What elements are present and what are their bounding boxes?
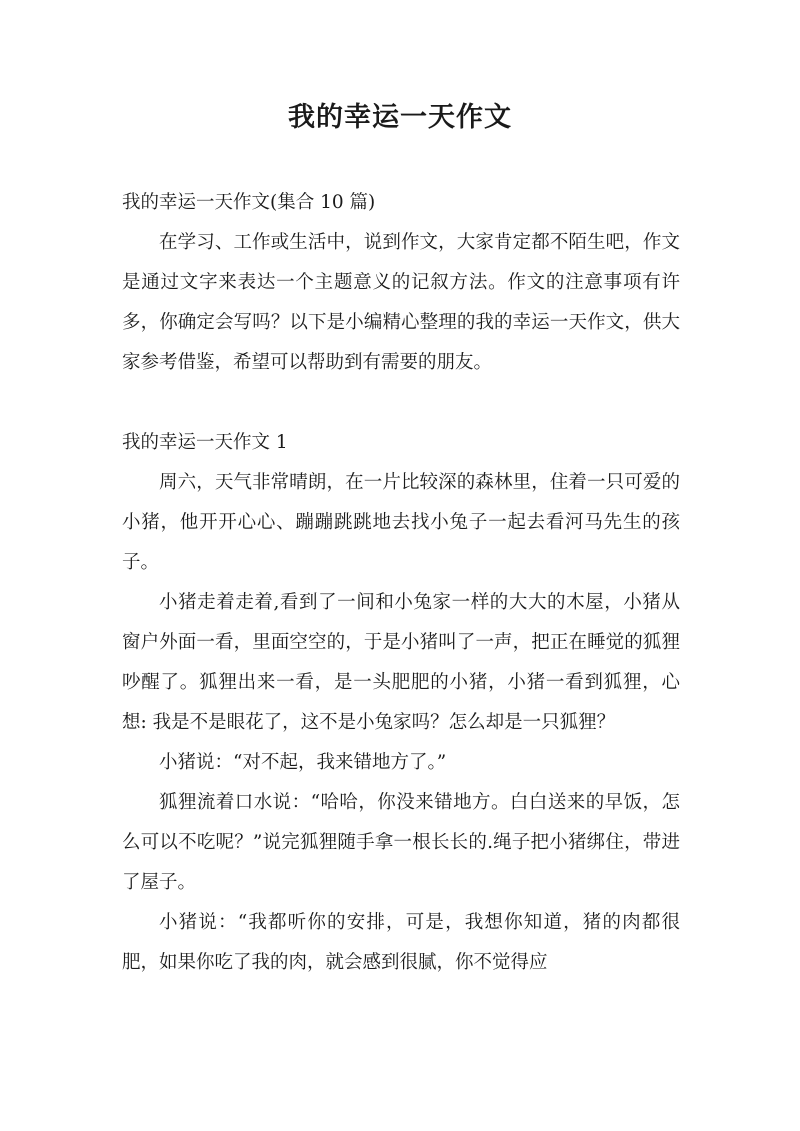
document-title: 我的幸运一天作文 (288, 102, 512, 133)
essay-heading: 我的幸运一天作文 1 (122, 432, 288, 453)
collection-subtitle: 我的幸运一天作文(集合 10 篇) (122, 192, 376, 213)
essay-paragraph: 周六，天气非常晴朗，在一片比较深的森林里，住着一只可爱的小猪，他开开心心、蹦蹦跳跳地去找小兔子一起去看河马先生的孩子。 (122, 472, 680, 573)
section-spacer (122, 383, 680, 423)
essay-paragraph: 狐狸流着口水说：“哈哈，你没来错地方。白白送来的早饭，怎么可以不吃呢？”说完狐狸随手拿一根长长的.绳子把小猪绑住，带进了屋子。 (122, 792, 680, 893)
essay-paragraph: 小猪说：“对不起，我来错地方了。” (159, 752, 447, 773)
essay-paragraph: 小猪走着走着,看到了一间和小兔家一样的大大的木屋，小猪从窗户外面一看，里面空空的，于是小猪叫了一声，把正在睡觉的狐狸吵醒了。狐狸出来一看，是一头肥肥的小猪，小猪一看到狐狸，心想: 我是不是眼花了，这不是小兔家吗？怎么却是一只狐狸？ (122, 592, 680, 733)
essay-paragraph: 小猪说：“我都听你的安排，可是，我想你知道，猪的肉都很肥，如果你吃了我的肉，就会感到很腻，你不觉得应 (122, 912, 680, 973)
document-body (122, 183, 680, 983)
intro-paragraph: 在学习、工作或生活中，说到作文，大家肯定都不陌生吧，作文是通过文字来表达一个主题意义的记叙方法。作文的注意事项有许多，你确定会写吗？以下是小编精心整理的我的幸运一天作文，供大家参考借鉴，希望可以帮助到有需要的朋友。 (122, 232, 680, 373)
